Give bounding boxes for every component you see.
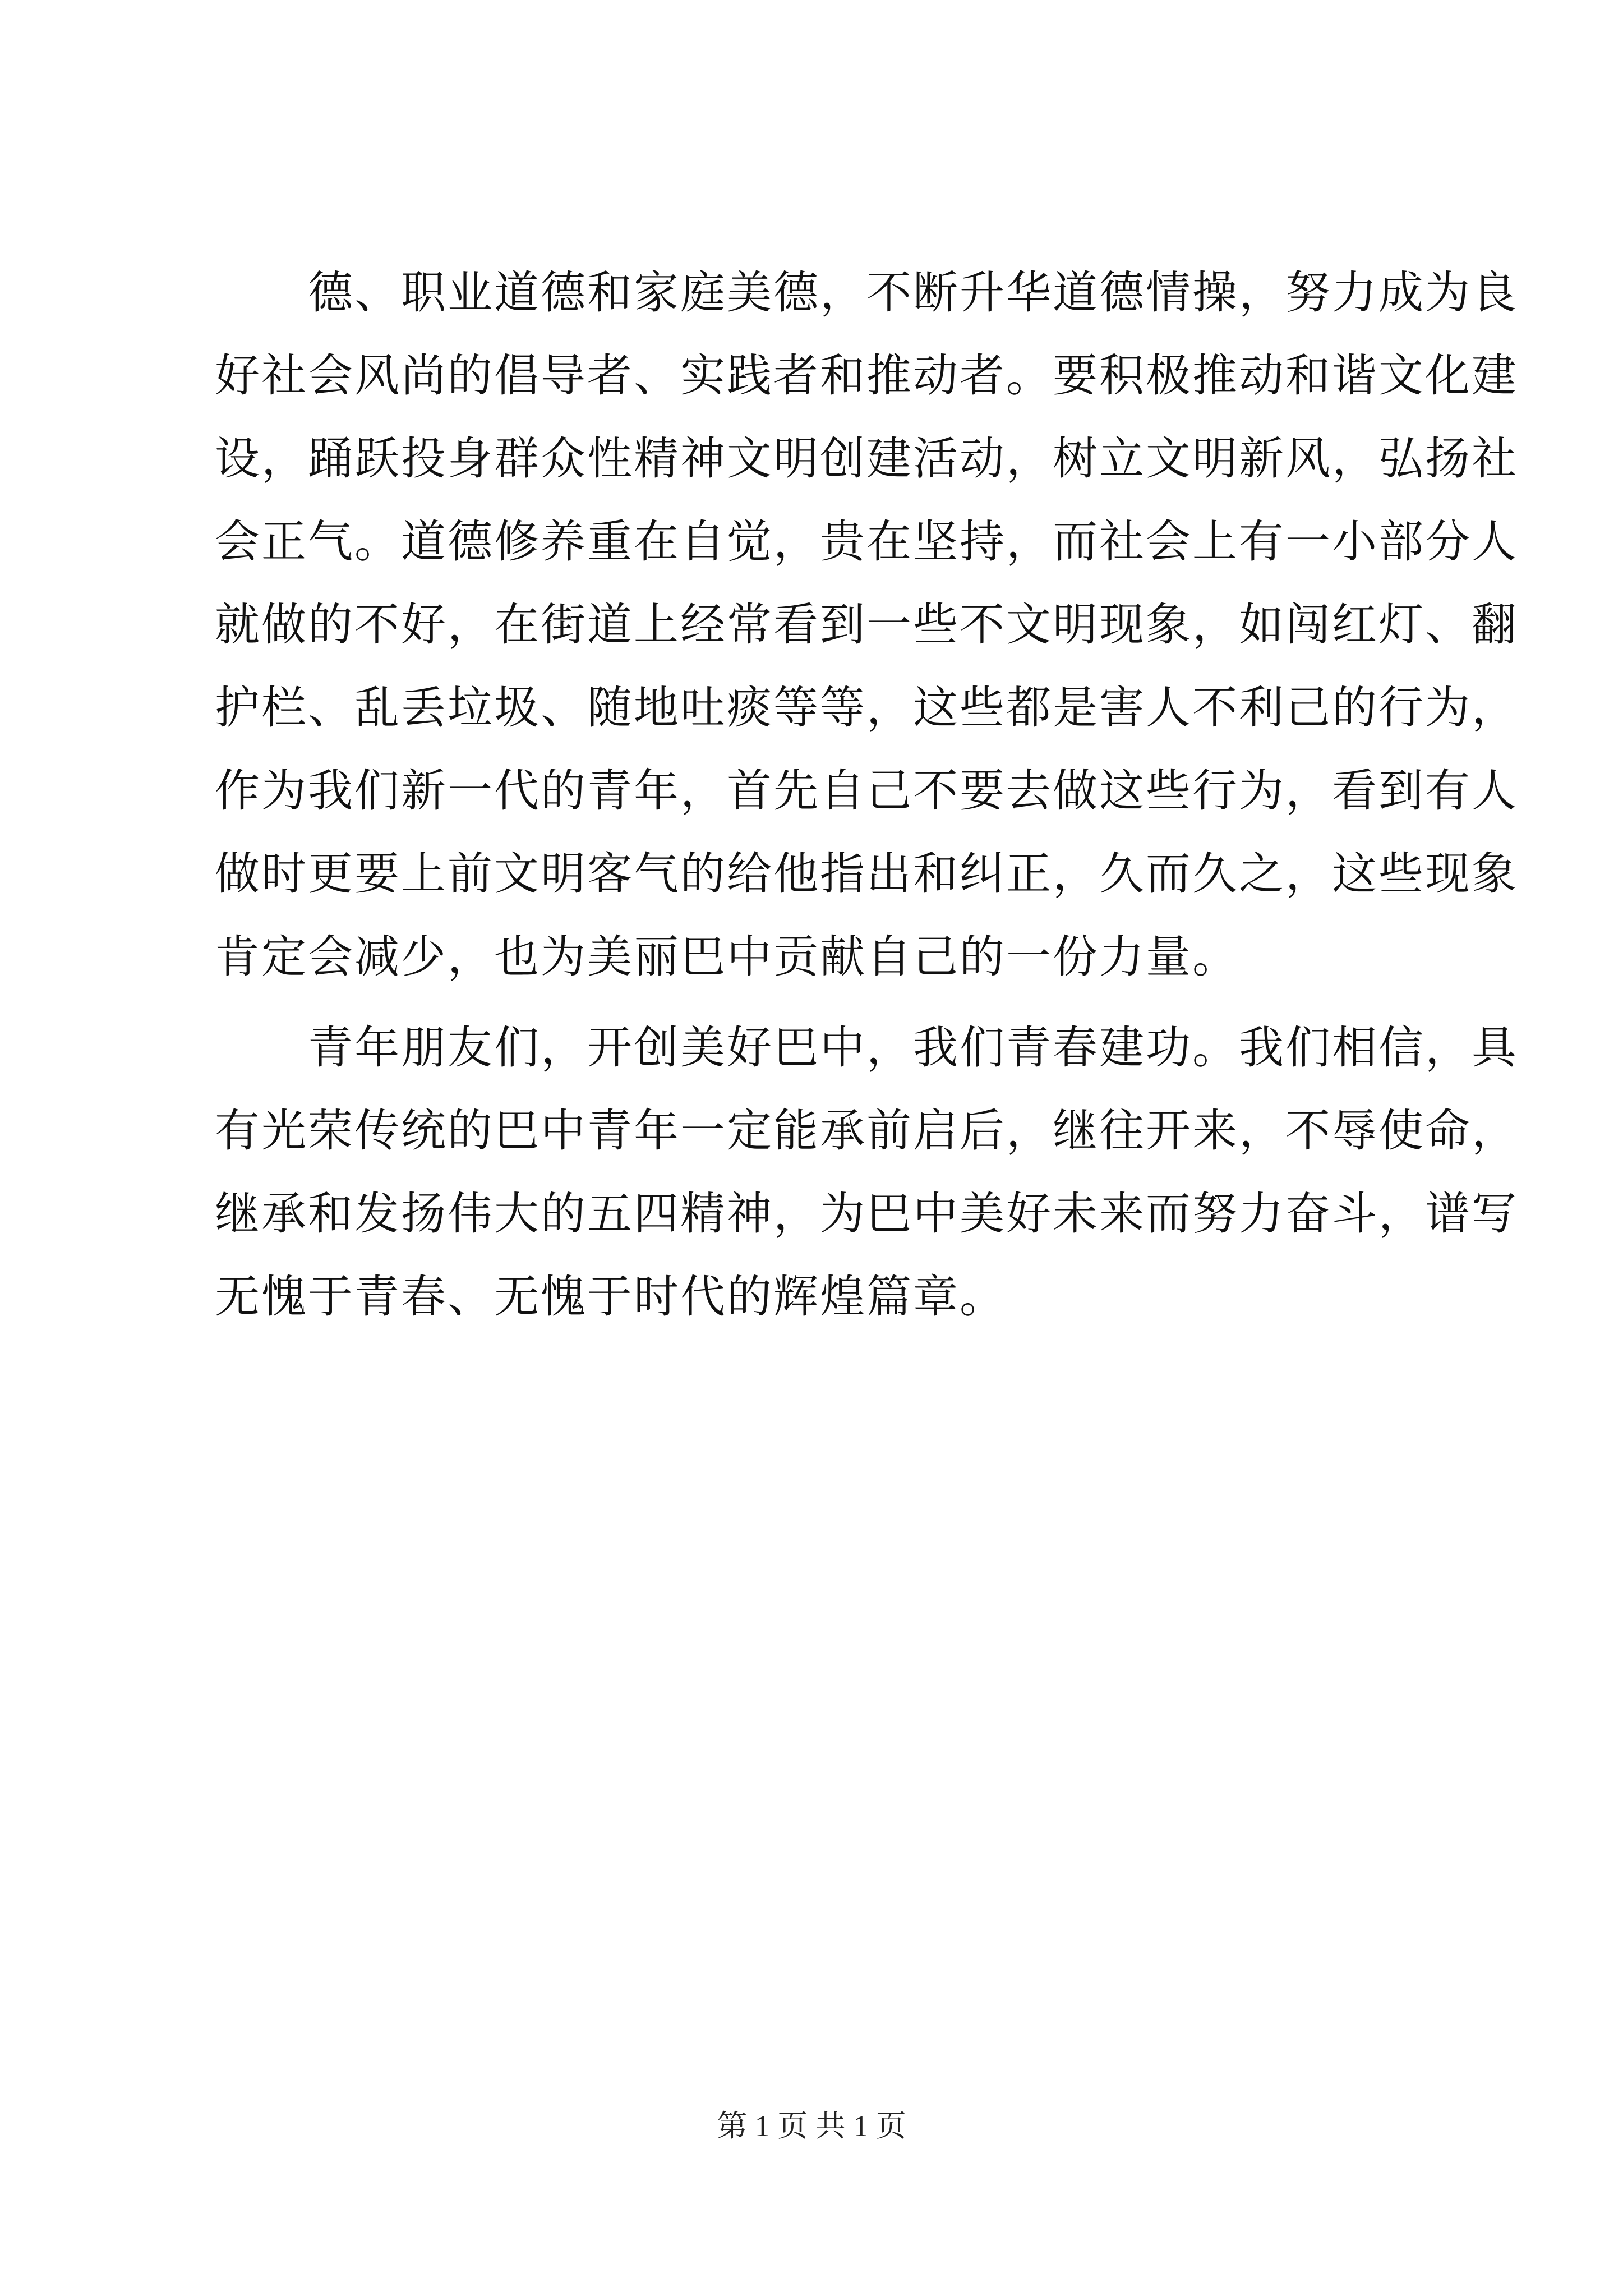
paragraph-line: 做时更要上前文明客气的给他指出和纠正，久而久之，这些现象 — [215, 848, 1518, 900]
paragraph-line: 护栏、乱丢垃圾、随地吐痰等等，这些都是害人不利己的行为， — [215, 682, 1518, 734]
paragraph-line: 有光荣传统的巴中青年一定能承前启后，继往开来，不辱使命， — [215, 1105, 1518, 1157]
paragraph-line: 无愧于青春、无愧于时代的辉煌篇章。 — [215, 1271, 1006, 1323]
paragraph-line: 作为我们新一代的青年，首先自己不要去做这些行为，看到有人 — [215, 765, 1518, 817]
paragraph-line: 肯定会减少，也为美丽巴中贡献自己的一份力量。 — [215, 931, 1239, 983]
paragraph-line: 青年朋友们，开创美好巴中，我们青春建功。我们相信，具 — [308, 1022, 1518, 1074]
paragraph-spacer — [215, 999, 1421, 1006]
paragraph-line: 会正气。道德修养重在自觉，贵在坚持，而社会上有一小部分人 — [215, 516, 1518, 568]
paragraph-line: 好社会风尚的倡导者、实践者和推动者。要积极推动和谐文化建 — [215, 349, 1518, 402]
paragraph-line: 就做的不好，在街道上经常看到一些不文明现象，如闯红灯、翻 — [215, 599, 1518, 651]
paragraph-2 — [215, 1006, 1518, 1338]
paragraph-line: 德、职业道德和家庭美德，不断升华道德情操，努力成为良 — [308, 266, 1518, 319]
paragraph-1 — [215, 251, 1518, 999]
paragraph-line: 继承和发扬伟大的五四精神，为巴中美好未来而努力奋斗，谱写 — [215, 1188, 1518, 1240]
document-body — [215, 251, 1518, 1338]
page-footer: 第 1 页 共 1 页 — [717, 2109, 906, 2143]
paragraph-line: 设，踊跃投身群众性精神文明创建活动，树立文明新风，弘扬社 — [215, 432, 1518, 485]
